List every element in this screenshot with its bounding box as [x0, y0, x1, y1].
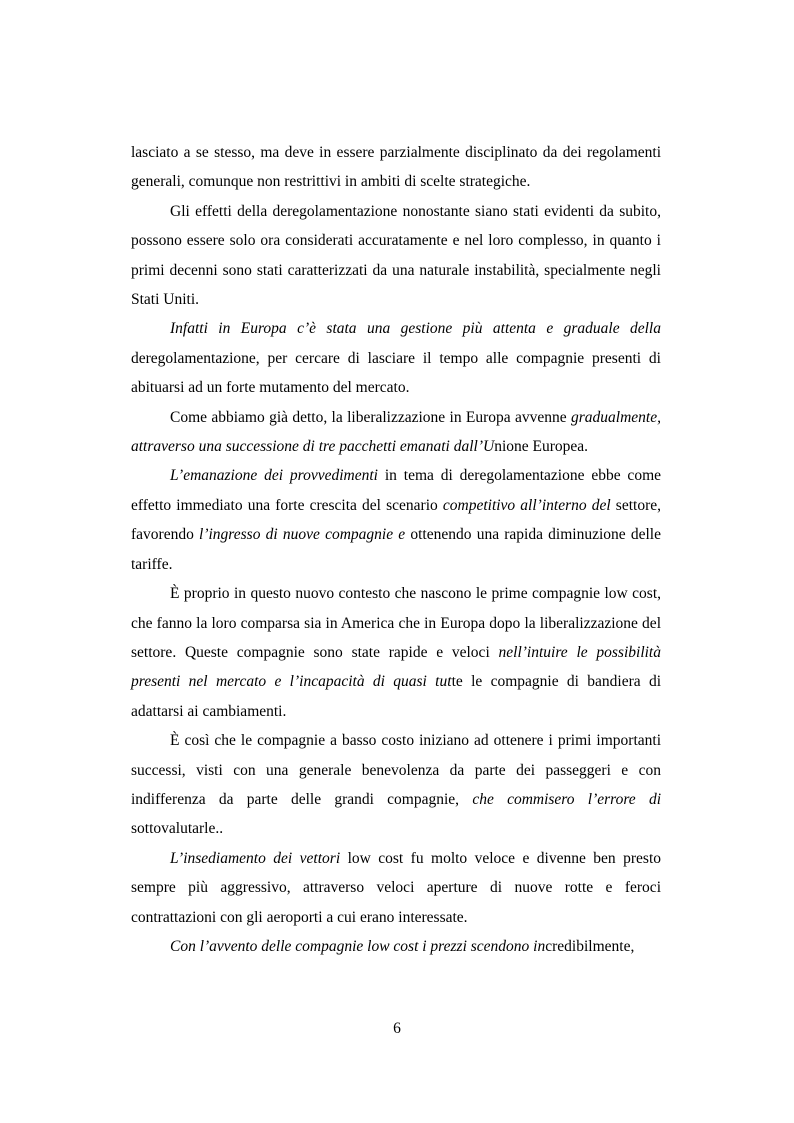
text-run: credibilmente,	[545, 937, 635, 955]
italic-text-run: L’insediamento dei vettori	[170, 849, 341, 867]
paragraph	[131, 314, 661, 402]
paragraph	[131, 726, 661, 844]
paragraph	[131, 461, 661, 579]
text-run: È così che le compagnie a basso costo iniziano ad ottenere i primi importanti successi, visti con una generale benevolenza da parte dei passeggeri e con indifferenza da parte delle grandi compagnie,	[131, 732, 661, 808]
paragraph	[131, 579, 661, 726]
italic-text-run: gradualmente, attraverso una successione di tre pacchetti emanati dall’U	[131, 408, 661, 456]
text-run: Gli effetti della deregolamentazione nonostante siano stati evidenti da subito, possono essere solo ora considerati accuratamente e nel loro complesso, in quanto i primi decenni sono stati caratterizzati da una naturale instabilità, specialmente negli Stati Uniti.	[131, 202, 661, 309]
italic-text-run: che commisero l’errore di	[472, 790, 661, 808]
body-text	[131, 138, 661, 961]
text-run: ottenendo una rapida diminuzione delle tariffe.	[131, 526, 661, 573]
italic-text-run: Con l’avvento delle compagnie low cost i prezzi scendono in	[170, 937, 546, 955]
text-run: sottovalutarle..	[131, 820, 224, 838]
paragraph	[131, 932, 661, 961]
paragraph	[131, 844, 661, 932]
text-run: deregolamentazione, per cercare di lasciare il tempo alle compagnie presenti di abituarsi ad un forte mutamento del mercato.	[131, 349, 661, 397]
italic-text-run: l’ingresso di nuove compagnie e	[199, 526, 406, 544]
italic-text-run: nell’intuire le possibilità presenti nel mercato e l’incapacità di quasi tut	[131, 643, 661, 691]
text-run: low cost fu molto veloce e divenne ben presto sempre più aggressivo, attraverso veloci aperture di nuove rotte e feroci contrattazioni con gli aeroporti a cui erano interessate.	[131, 849, 662, 926]
text-run: Come abbiamo già detto, la liberalizzazione in Europa avvenne	[170, 408, 572, 426]
text-run: in tema di deregolamentazione ebbe come effetto immediato una forte crescita del scenario	[131, 467, 661, 514]
text-run: settore, favorendo	[131, 496, 661, 544]
paragraph	[131, 403, 661, 462]
italic-text-run: Infatti in Europa c’è stata una gestione più attenta e graduale della	[170, 320, 661, 338]
text-run: lasciato a se stesso, ma deve in essere parzialmente disciplinato da dei regolamenti generali, comunque non restrittivi in ambiti di scelte strategiche.	[131, 144, 661, 191]
paragraph	[131, 197, 661, 315]
italic-text-run: L’emanazione dei provvedimenti	[170, 467, 378, 485]
text-run: È proprio in questo nuovo contesto che nascono le prime compagnie low cost, che fanno la loro comparsa sia in America che in Europa dopo la liberalizzazione del settore. Queste compagnie sono state rapide e veloci	[131, 585, 661, 661]
page-number: 6	[393, 1020, 401, 1037]
italic-text-run: competitivo all’interno del	[442, 496, 611, 514]
text-run: nione Europea.	[494, 438, 589, 456]
text-run: te le compagnie di bandiera di adattarsi ai cambiamenti.	[131, 673, 662, 720]
paragraph	[131, 138, 661, 197]
